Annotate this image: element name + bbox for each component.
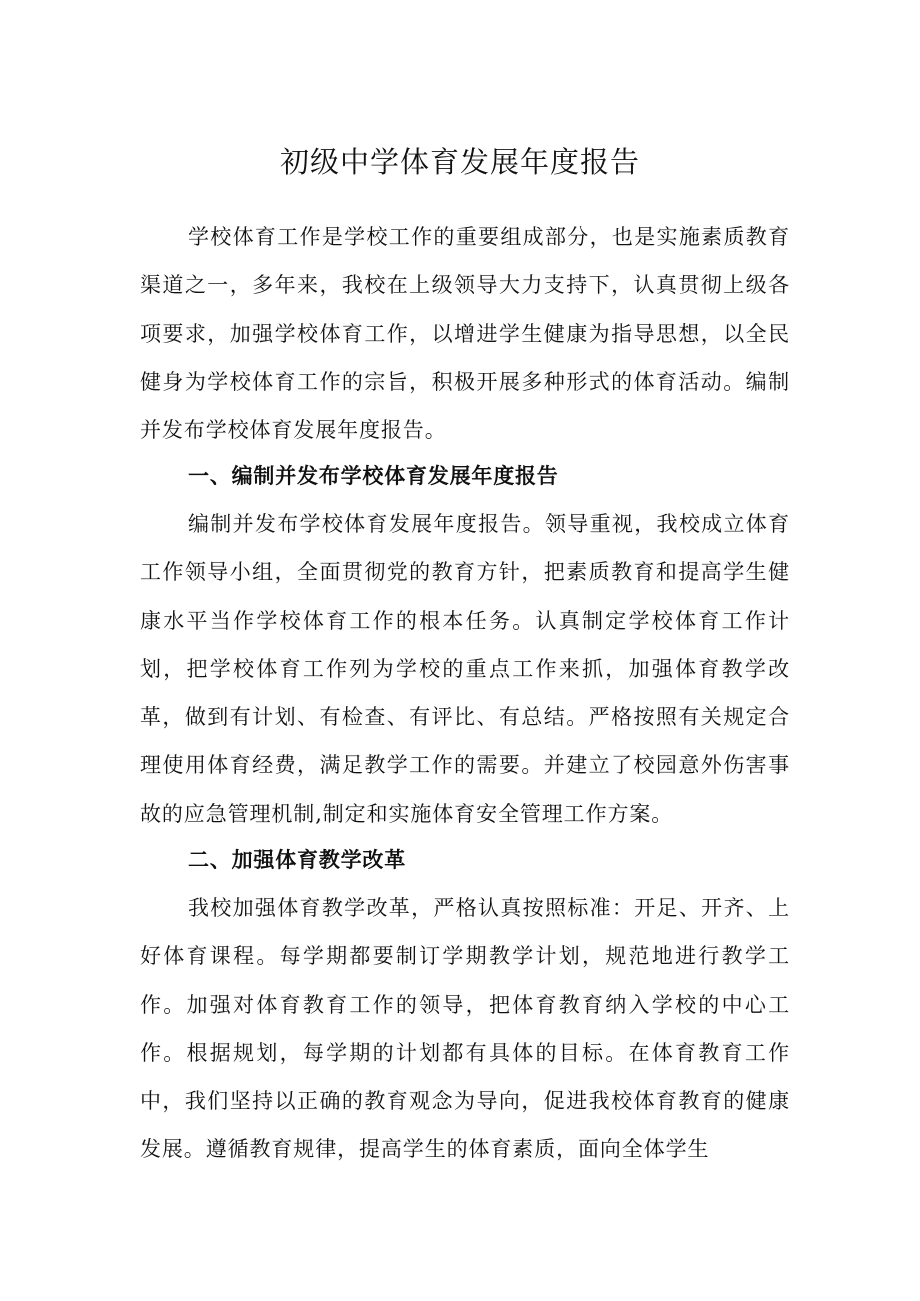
intro-paragraph: 学校体育工作是学校工作的重要组成部分，也是实施素质教育渠道之一，多年来，我校在上级领导大力支持下，认真贯彻上级各项要求，加强学校体育工作，以增进学生健康为指导思想，以全民健身为学校体育工作的宗旨，积极开展多种形式的体育活动。编制并发布学校体育发展年度报告。 xyxy=(140,225,790,443)
section-1-heading: 一、编制并发布学校体育发展年度报告 xyxy=(188,464,559,488)
document-title: 初级中学体育发展年度报告 xyxy=(279,145,640,179)
section-2-heading: 二、加强体育教学改革 xyxy=(188,848,406,872)
section-2-paragraph: 我校加强体育教学改革，严格认真按照标准：开足、开齐、上好体育课程。每学期都要制订学期教学计划，规范地进行教学工作。加强对体育教育工作的领导，把体育教育纳入学校的中心工作。根据规划，每学期的计划都有具体的目标。在体育教育工作中，我们坚持以正确的教育观念为导向，促进我校体育教育的健康发展。遵循教育规律，提高学生的体育素质，面向全体学生 xyxy=(140,896,790,1162)
section-1-paragraph: 编制并发布学校体育发展年度报告。领导重视，我校成立体育工作领导小组，全面贯彻党的教育方针，把素质教育和提高学生健康水平当作学校体育工作的根本任务。认真制定学校体育工作计划，把学校体育工作列为学校的重点工作来抓，加强体育教学改革，做到有计划、有检查、有评比、有总结。严格按照有关规定合理使用体育经费，满足教学工作的需要。并建立了校园意外伤害事故的应急管理机制,制定和实施体育安全管理工作方案。 xyxy=(140,512,790,826)
